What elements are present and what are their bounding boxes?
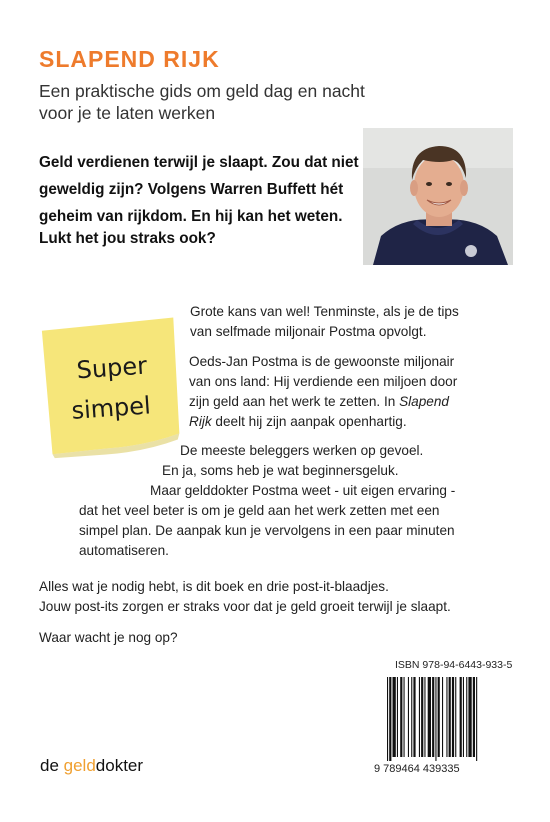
book-subtitle [39, 80, 369, 124]
intro-line: Geld verdienen terwijl je slaapt. Zou dat niet [39, 154, 359, 171]
publisher-logo [40, 756, 143, 776]
paragraph-3a [180, 441, 423, 461]
barcode-bar [463, 677, 464, 757]
paragraph-1 [190, 302, 459, 342]
sticky-note-line1: Super [75, 351, 148, 385]
intro-text [39, 149, 379, 230]
para2-line: van ons land: Hij verdiende een miljoen door [189, 374, 458, 389]
para3-line: Maar gelddokter Postma weet - uit eigen ervaring - [150, 483, 456, 498]
paragraph-2 [189, 352, 457, 432]
barcode-bar [413, 677, 415, 757]
barcode-bar [452, 677, 454, 757]
barcode-bar [449, 677, 451, 757]
barcode-bar [466, 677, 467, 757]
barcode-bar [389, 677, 391, 761]
barcode-bar [419, 677, 420, 757]
barcode-bar [442, 677, 443, 757]
para4-line: Alles wat je nodig hebt, is dit boek en drie post-it-blaadjes. [39, 579, 389, 594]
barcode-bar [411, 677, 412, 757]
subtitle-line: voor je te laten werken [39, 103, 216, 123]
paragraph-5: Waar wacht je nog op? [39, 630, 178, 645]
publisher-accent: geld [63, 756, 96, 775]
para2-line [189, 412, 457, 432]
paragraph-3c [150, 481, 455, 501]
sticky-note [37, 315, 186, 459]
para2-line4-text: deelt hij zijn aanpak openhartig. [211, 414, 407, 429]
intro-line: geheim van rijkdom. En hij kan het weten. [39, 208, 343, 225]
subtitle-line: Een praktische gids om geld dag en nacht [39, 81, 365, 101]
barcode-bar [428, 677, 431, 757]
barcode-bar [400, 677, 402, 757]
barcode-digits: 9 789464 439335 [374, 763, 460, 775]
barcode-bar [473, 677, 475, 757]
publisher-post: dokter [95, 756, 144, 775]
intro-question: Lukt het jou straks ook? [39, 230, 216, 247]
publisher-pre: de [40, 756, 64, 775]
book-title: SLAPEND RIJK [39, 46, 220, 72]
intro-line: geweldig zijn? Volgens Warren Buffett hét [39, 181, 344, 198]
barcode-bar [438, 677, 440, 757]
para1-line: van selfmade miljonair Postma opvolgt. [190, 324, 427, 339]
barcode-bar [432, 677, 434, 757]
book-title-italic: Slapend [399, 394, 449, 409]
barcode-bar [468, 677, 471, 757]
barcode-bar [408, 677, 409, 757]
para4-line: Jouw post-its zorgen er straks voor dat je geld groeit terwijl je slaapt. [39, 599, 451, 614]
para3-line: De meeste beleggers werken op gevoel. [180, 443, 424, 458]
barcode-bar [424, 677, 425, 757]
barcode-bar [393, 677, 396, 757]
para3-line: automatiseren. [79, 543, 169, 558]
sticky-note-line2: simpel [70, 391, 152, 425]
barcode-bar [404, 677, 405, 757]
para2-line: Oeds-Jan Postma is de gewoonste miljonair [189, 354, 455, 369]
paragraph-4 [39, 577, 451, 617]
barcode-bar [397, 677, 398, 757]
barcode-bar [446, 677, 447, 757]
paragraph-3b [162, 461, 399, 481]
barcode [387, 677, 513, 761]
paragraph-3d [79, 501, 455, 561]
barcode-bar [455, 677, 456, 757]
para3-line: En ja, soms heb je wat beginnersgeluk. [162, 463, 399, 478]
barcode-bar [421, 677, 423, 757]
isbn-label: ISBN 978-94-6443-933-5 [395, 659, 513, 671]
barcode-bar [476, 677, 477, 761]
book-title-italic: Rijk [189, 414, 212, 429]
barcode-bar [435, 677, 436, 761]
para1-line: Grote kans van wel! Tenminste, als je de tips [190, 304, 459, 319]
para2-line [189, 392, 457, 412]
author-photo [363, 128, 513, 265]
para2-line3-text: zijn geld aan het werk te zetten. In [189, 394, 400, 409]
barcode-bar [460, 677, 462, 757]
barcode-bar [387, 677, 388, 761]
para3-line: simpel plan. De aanpak kun je vervolgens in een paar minuten [79, 523, 455, 538]
para3-line: dat het veel beter is om je geld aan het werk zetten met een [79, 503, 440, 518]
